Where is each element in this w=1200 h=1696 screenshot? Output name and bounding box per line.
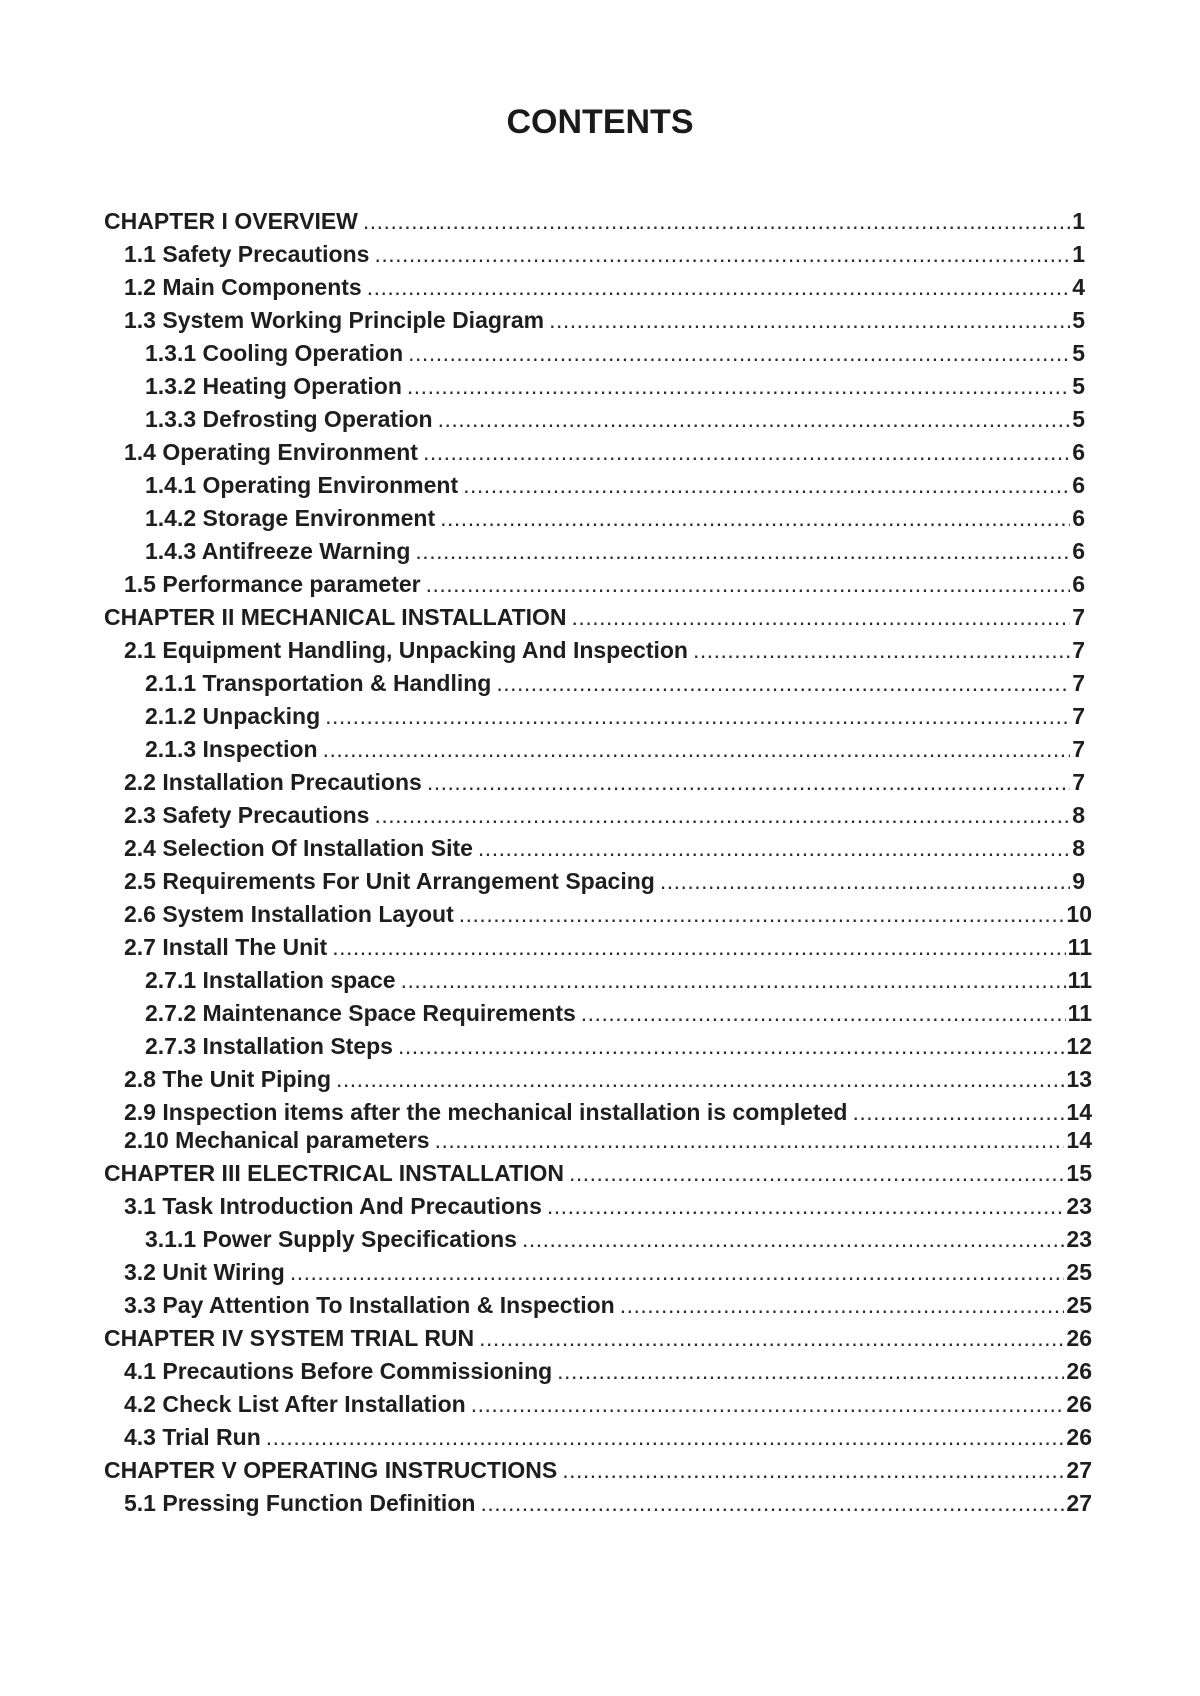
toc-entry-label: 1.2 Main Components	[124, 274, 362, 300]
toc-subsection-entry[interactable]	[145, 701, 1085, 731]
dot-leader	[440, 503, 1070, 533]
toc-entry-label: 2.2 Installation Precautions	[124, 769, 422, 795]
toc-page-number: 26	[1066, 1424, 1092, 1450]
toc-page-number: 1	[1072, 208, 1085, 234]
toc-page-number: 14	[1066, 1127, 1092, 1153]
dot-leader	[852, 1097, 1064, 1127]
toc-page-number: 8	[1072, 802, 1085, 828]
toc-entry-label: 3.1 Task Introduction And Precautions	[124, 1193, 542, 1219]
toc-entry-label: 1.3 System Working Principle Diagram	[124, 307, 545, 333]
dot-leader	[522, 1224, 1064, 1254]
dot-leader	[374, 800, 1070, 830]
toc-entry-label: 1.4.3 Antifreeze Warning	[145, 538, 411, 564]
dot-leader	[459, 899, 1065, 929]
toc-section-entry[interactable]	[124, 833, 1085, 863]
toc-section-entry[interactable]	[124, 635, 1085, 665]
toc-entry-label: 1.4.2 Storage Environment	[145, 505, 436, 531]
toc-section-entry[interactable]	[124, 1422, 1092, 1452]
toc-section-entry[interactable]	[124, 239, 1085, 269]
toc-section-entry[interactable]	[124, 866, 1085, 896]
toc-section-entry[interactable]	[124, 1191, 1092, 1221]
toc-entry-label: 2.1.1 Transportation & Handling	[145, 670, 492, 696]
toc-section-entry[interactable]	[124, 305, 1085, 335]
toc-entry-label: 3.2 Unit Wiring	[124, 1259, 285, 1285]
dot-leader	[620, 1290, 1065, 1320]
toc-page-number: 5	[1072, 406, 1085, 432]
toc-page-number: 26	[1066, 1391, 1092, 1417]
toc-page-number: 25	[1066, 1259, 1092, 1285]
toc-section-entry[interactable]	[124, 1125, 1092, 1155]
toc-page-number: 23	[1066, 1226, 1092, 1252]
toc-subsection-entry[interactable]	[145, 965, 1092, 995]
toc-entry-label: CHAPTER IV SYSTEM TRIAL RUN	[104, 1325, 475, 1351]
dot-leader	[478, 833, 1070, 863]
dot-leader	[569, 1158, 1064, 1188]
toc-section-entry[interactable]	[124, 1257, 1092, 1287]
toc-section-entry[interactable]	[124, 767, 1085, 797]
dot-leader	[562, 1455, 1064, 1485]
dot-leader	[471, 1389, 1065, 1419]
toc-subsection-entry[interactable]	[145, 1224, 1092, 1254]
toc-entry-label: 2.3 Safety Precautions	[124, 802, 370, 828]
toc-entry-label: 2.5 Requirements For Unit Arrangement Spacing	[124, 868, 655, 894]
toc-subsection-entry[interactable]	[145, 668, 1085, 698]
toc-section-entry[interactable]	[124, 1356, 1092, 1386]
toc-page-number: 11	[1067, 967, 1092, 993]
toc-page-number: 8	[1072, 835, 1085, 861]
toc-page-number: 6	[1072, 571, 1085, 597]
toc-entry-label: 1.4 Operating Environment	[124, 439, 418, 465]
toc-page-number: 27	[1066, 1490, 1092, 1516]
dot-leader	[435, 1125, 1065, 1155]
toc-entry-label: 1.4.1 Operating Environment	[145, 472, 459, 498]
toc-page-number: 13	[1066, 1066, 1092, 1092]
toc-subsection-entry[interactable]	[145, 470, 1085, 500]
toc-entry-label: 2.6 System Installation Layout	[124, 901, 454, 927]
dot-leader	[401, 965, 1066, 995]
toc-page-number: 26	[1066, 1325, 1092, 1351]
toc-page-number: 6	[1072, 538, 1085, 564]
toc-entry-label: CHAPTER I OVERVIEW	[104, 208, 358, 234]
dot-leader	[290, 1257, 1065, 1287]
toc-entry-label: 2.7 Install The Unit	[124, 934, 328, 960]
dot-leader	[438, 404, 1071, 434]
dot-leader	[363, 206, 1070, 236]
toc-page-number: 9	[1072, 868, 1085, 894]
toc-entry-label: CHAPTER V OPERATING INSTRUCTIONS	[104, 1457, 558, 1483]
toc-chapter-entry[interactable]	[104, 1455, 1092, 1485]
toc-entry-label: 2.10 Mechanical parameters	[124, 1127, 430, 1153]
toc-section-entry[interactable]	[124, 899, 1092, 929]
toc-page-number: 5	[1072, 373, 1085, 399]
dot-leader	[496, 668, 1070, 698]
dot-leader	[547, 1191, 1065, 1221]
toc-entry-label: 1.3.2 Heating Operation	[145, 373, 402, 399]
dot-leader	[374, 239, 1070, 269]
toc-entry-label: 2.1 Equipment Handling, Unpacking And Inspection	[124, 637, 688, 663]
dot-leader	[407, 371, 1070, 401]
toc-entry-label: 2.8 The Unit Piping	[124, 1066, 332, 1092]
dot-leader	[693, 635, 1070, 665]
dot-leader	[479, 1323, 1064, 1353]
dot-leader	[415, 536, 1070, 566]
dot-leader	[427, 767, 1070, 797]
toc-page-number: 7	[1072, 703, 1085, 729]
toc-page-number: 6	[1072, 472, 1085, 498]
dot-leader	[423, 437, 1070, 467]
dot-leader	[325, 701, 1070, 731]
toc-page-number: 14	[1066, 1099, 1092, 1125]
toc-subsection-entry[interactable]	[145, 998, 1092, 1028]
dot-leader	[332, 932, 1065, 962]
toc-page-number: 5	[1072, 307, 1085, 333]
toc-entry-label: CHAPTER III ELECTRICAL INSTALLATION	[104, 1160, 564, 1186]
dot-leader	[426, 569, 1071, 599]
toc-page-number: 7	[1072, 769, 1085, 795]
dot-leader	[557, 1356, 1064, 1386]
toc-page-number: 25	[1066, 1292, 1092, 1318]
toc-entry-label: 2.1.2 Unpacking	[145, 703, 321, 729]
toc-section-entry[interactable]	[124, 1097, 1092, 1127]
toc-subsection-entry[interactable]	[145, 734, 1085, 764]
toc-page-number: 15	[1066, 1160, 1092, 1186]
toc-subsection-entry[interactable]	[145, 371, 1085, 401]
toc-entry-label: 2.1.3 Inspection	[145, 736, 318, 762]
dot-leader	[398, 1031, 1064, 1061]
toc-section-entry[interactable]	[124, 932, 1092, 962]
toc-page-number: 11	[1067, 1000, 1092, 1026]
toc-page-number: 1	[1072, 241, 1085, 267]
toc-page-number: 12	[1066, 1033, 1092, 1059]
toc-section-entry[interactable]	[124, 1488, 1092, 1518]
toc-section-entry[interactable]	[124, 1389, 1092, 1419]
toc-entry-label: 3.3 Pay Attention To Installation & Inspection	[124, 1292, 615, 1318]
dot-leader	[463, 470, 1070, 500]
toc-section-entry[interactable]	[124, 1064, 1092, 1094]
dot-leader	[572, 602, 1071, 632]
toc-entry-label: 1.3.3 Defrosting Operation	[145, 406, 433, 432]
toc-entry-label: 2.4 Selection Of Installation Site	[124, 835, 473, 861]
toc-entry-label: 4.3 Trial Run	[124, 1424, 261, 1450]
toc-entry-label: 5.1 Pressing Function Definition	[124, 1490, 476, 1516]
toc-entry-label: CHAPTER II MECHANICAL INSTALLATION	[104, 604, 567, 630]
dot-leader	[408, 338, 1070, 368]
toc-page-number: 7	[1072, 670, 1085, 696]
toc-entry-label: 2.7.3 Installation Steps	[145, 1033, 393, 1059]
dot-leader	[336, 1064, 1064, 1094]
toc-page-number: 7	[1072, 637, 1085, 663]
toc-page-number: 23	[1066, 1193, 1092, 1219]
dot-leader	[323, 734, 1071, 764]
toc-entry-label: 2.7.2 Maintenance Space Requirements	[145, 1000, 576, 1026]
toc-chapter-entry[interactable]	[104, 1323, 1092, 1353]
toc-subsection-entry[interactable]	[145, 503, 1085, 533]
toc-entry-label: 2.7.1 Installation space	[145, 967, 396, 993]
toc-subsection-entry[interactable]	[145, 536, 1085, 566]
toc-section-entry[interactable]	[124, 569, 1085, 599]
toc-page-number: 4	[1072, 274, 1085, 300]
toc-page-number: 5	[1072, 340, 1085, 366]
dot-leader	[581, 998, 1066, 1028]
toc-page-number: 27	[1066, 1457, 1092, 1483]
toc-page-number: 7	[1072, 736, 1085, 762]
toc-chapter-entry[interactable]	[104, 602, 1085, 632]
toc-entry-label: 2.9 Inspection items after the mechanical installation is completed	[124, 1099, 848, 1125]
dot-leader	[660, 866, 1070, 896]
toc-subsection-entry[interactable]	[145, 1031, 1092, 1061]
dot-leader	[480, 1488, 1064, 1518]
toc-page-number: 6	[1072, 439, 1085, 465]
toc-section-entry[interactable]	[124, 1290, 1092, 1320]
toc-section-entry[interactable]	[124, 437, 1085, 467]
toc-page-number: 26	[1066, 1358, 1092, 1384]
toc-page-number: 6	[1072, 505, 1085, 531]
toc-chapter-entry[interactable]	[104, 1158, 1092, 1188]
toc-subsection-entry[interactable]	[145, 338, 1085, 368]
toc-entry-label: 1.3.1 Cooling Operation	[145, 340, 404, 366]
toc-page-number: 10	[1066, 901, 1092, 927]
dot-leader	[367, 272, 1071, 302]
toc-entry-label: 1.1 Safety Precautions	[124, 241, 370, 267]
toc-entry-label: 4.2 Check List After Installation	[124, 1391, 466, 1417]
toc-subsection-entry[interactable]	[145, 404, 1085, 434]
dot-leader	[549, 305, 1070, 335]
toc-entry-label: 3.1.1 Power Supply Specifications	[145, 1226, 517, 1252]
toc-section-entry[interactable]	[124, 272, 1085, 302]
toc-entry-label: 4.1 Precautions Before Commissioning	[124, 1358, 553, 1384]
toc-page-number: 11	[1067, 934, 1092, 960]
page-title: CONTENTS	[506, 103, 694, 141]
dot-leader	[266, 1422, 1065, 1452]
toc-entry-label: 1.5 Performance parameter	[124, 571, 421, 597]
toc-section-entry[interactable]	[124, 800, 1085, 830]
toc-chapter-entry[interactable]	[104, 206, 1085, 236]
toc-page-number: 7	[1072, 604, 1085, 630]
